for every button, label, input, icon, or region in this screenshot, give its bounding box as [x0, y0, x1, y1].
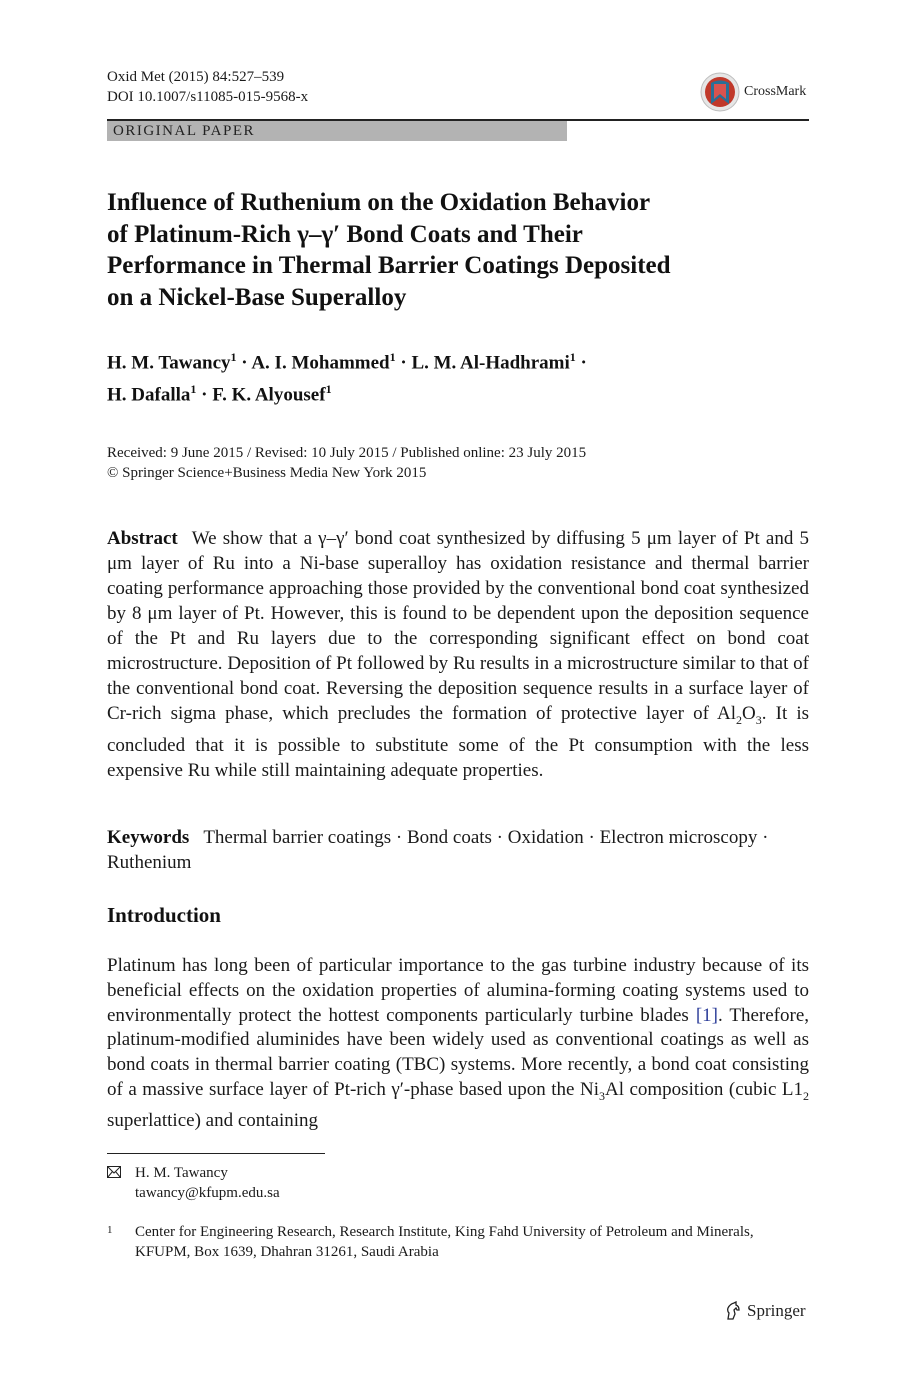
author-name[interactable]: L. M. Al-Hadhrami — [411, 352, 570, 374]
title-line: Performance in Thermal Barrier Coatings Deposited — [107, 252, 671, 279]
abstract-text: We show that a γ–γ′ bond coat synthesized by diffusing 5 μm layer of Pt and 5 μm layer of Ru into a Ni-base superalloy has oxidation resistance and thermal barrier coating performance approaching those provided by the conventional bond coat synthesized by 8 μm layer of Pt. However, this is found to be dependent upon the deposition sequence of the Pt and Ru layers due to the corresponding significant effect on bond coat microstructure. Deposition of Pt followed by Ru results in a microstructure similar to that of the conventional bond coat. Reversing the deposition sequence results in a surface layer of Cr-rich sigma phase, which precludes the formation of protective layer of — [107, 528, 809, 724]
author-affiliation-mark: 1 — [190, 382, 197, 397]
author-affiliation-mark: 1 — [569, 350, 576, 364]
abstract-label: Abstract — [107, 528, 178, 549]
affiliation-text: Center for Engineering Research, Research Institute, King Fahd University of Petroleum and Minerals, KFUPM, Box 1639, Dhahran 31261, Saudi Arabia — [135, 1224, 754, 1260]
formula-sub: 3 — [598, 1088, 605, 1103]
journal-citation: Oxid Met (2015) 84:527–539 — [107, 69, 285, 85]
envelope-icon — [107, 1166, 121, 1178]
author-affiliation-mark: 1 — [325, 382, 332, 397]
keywords — [107, 825, 809, 875]
corresponding-author-footnote — [107, 1163, 280, 1203]
formula-sub: 2 — [803, 1088, 809, 1103]
footnote-rule — [107, 1153, 325, 1154]
title-line: Influence of Ruthenium on the Oxidation Behavior — [107, 189, 651, 216]
author-affiliation-mark: 1 — [389, 350, 396, 364]
intro-text: . Therefore, platinum-modified aluminides have been widely used as conventional coatings as well as bond coats in thermal barrier coating (TBC) systems. More recently, a bond coat consisting of a massive surface layer of Pt-rich γ′-phase based upon the — [107, 1004, 810, 1100]
keywords-text: Thermal barrier coatings · Bond coats · Oxidation · Electron microscopy · Ruthenium — [107, 827, 769, 873]
author-list: H. M. Tawancy$^1$ · A. I. Mohammed$^1$ · L. M. Al-Hadhrami$^1$ · H. Dafalla$^1$ · F. K. Alyousef$^1$ — [107, 350, 587, 406]
journal-meta — [107, 67, 308, 107]
author-affiliation-mark: 1 — [230, 350, 237, 364]
doi-link[interactable]: DOI 10.1007/s11085-015-9568-x — [107, 89, 309, 105]
crossmark-badge[interactable] — [700, 71, 810, 113]
publication-history — [107, 443, 807, 483]
intro-text: superlattice) and containing — [107, 1109, 319, 1131]
author-name[interactable]: H. M. Tawancy — [107, 352, 231, 374]
abstract — [107, 526, 809, 783]
intro-text: Platinum has long been of particular importance to the gas turbine industry because of its beneficial effects on the oxidation properties of alumina-forming coating systems used to environmentally protect the hottest components particularly turbine blades — [107, 955, 809, 1026]
author-name[interactable]: F. K. Alyousef — [212, 384, 326, 406]
springer-horse-icon — [724, 1301, 742, 1321]
keywords-label: Keywords — [107, 827, 190, 848]
article-type-banner: ORIGINAL PAPER — [107, 121, 567, 141]
publisher-name: Springer — [747, 1301, 806, 1320]
intro-text: Al composition (cubic L1 — [604, 1078, 803, 1100]
intro-text: Ni — [579, 1078, 599, 1100]
springer-logo — [724, 1301, 806, 1321]
affiliation-number: 1 — [107, 1224, 113, 1236]
corresponding-author-email[interactable]: tawancy@kfupm.edu.sa — [135, 1185, 280, 1201]
author-name[interactable]: H. Dafalla — [107, 384, 191, 406]
formula-o: O — [742, 703, 756, 724]
corresponding-author-name: H. M. Tawancy — [135, 1165, 228, 1181]
affiliation-footnote — [107, 1222, 809, 1262]
author-name[interactable]: A. I. Mohammed — [251, 352, 390, 374]
title-line: on a Nickel-Base Superalloy — [107, 283, 407, 311]
received-dates: Received: 9 June 2015 / Revised: 10 July 2015 / Published online: 23 July 2015 — [107, 445, 587, 461]
title-line: of Platinum-Rich γ–γ′ Bond Coats and Their — [107, 220, 583, 248]
section-heading-introduction: Introduction — [107, 903, 221, 927]
formula-sub: 2 — [736, 712, 743, 727]
crossmark-icon — [700, 72, 740, 112]
abstract-text-end: . It is concluded that it is possible to substitute some of the Pt consumption with the less expensive Ru while still maintaining adequate properties. — [107, 703, 810, 781]
formula-al: Al — [717, 703, 737, 724]
formula-sub: 3 — [755, 712, 762, 727]
introduction-paragraph — [107, 954, 809, 1133]
citation-link[interactable]: [1] — [695, 1004, 718, 1026]
paper-title — [107, 187, 807, 313]
crossmark-label: CrossMark — [744, 84, 807, 99]
copyright-line: © Springer Science+Business Media New York 2015 — [107, 465, 427, 481]
